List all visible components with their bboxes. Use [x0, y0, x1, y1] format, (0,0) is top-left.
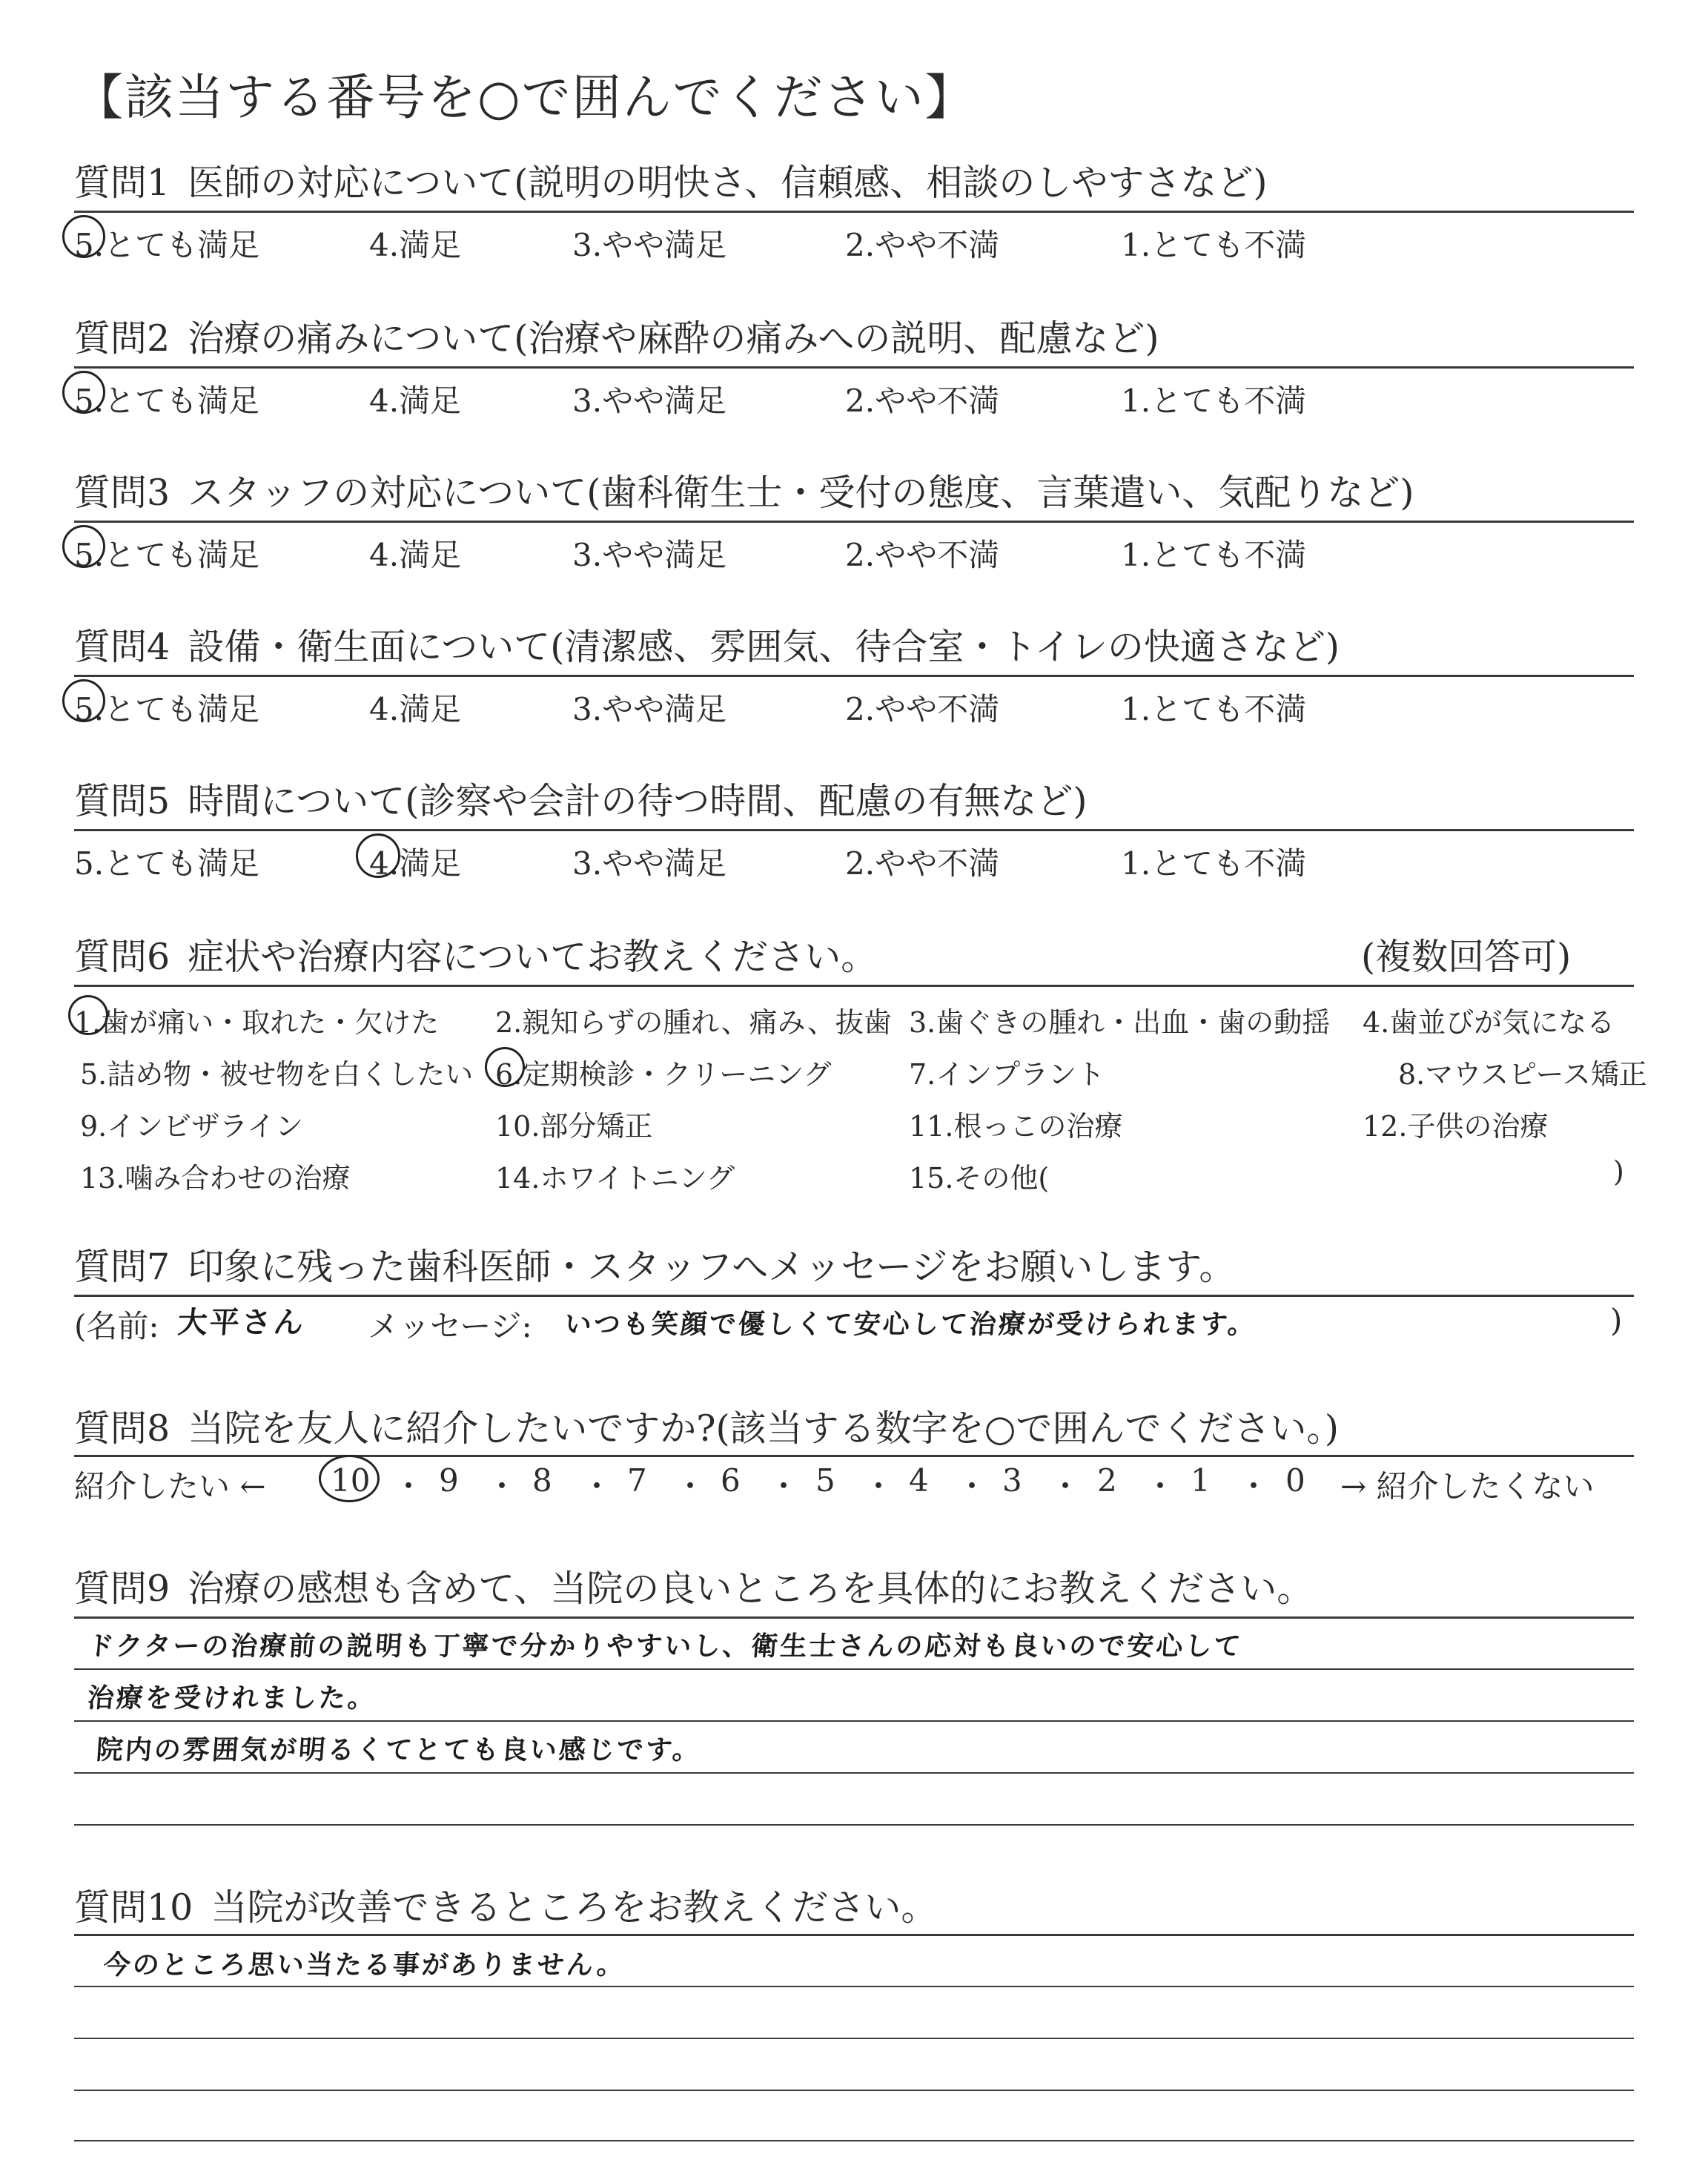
- rating-option-5[interactable]: 5.とても満足: [74, 845, 260, 882]
- question-number: 質問9: [74, 1568, 171, 1610]
- handwritten-message[interactable]: いつも笑顔で優しくて安心して治療が受けられます。: [563, 1309, 1258, 1340]
- question-text: 設備・衛生面について(清潔感、雰囲気、待合室・トイレの快適さなど): [188, 626, 1340, 668]
- question-9: [74, 1560, 1313, 1612]
- rating-option-4[interactable]: 4.満足: [369, 227, 462, 263]
- page-title: 【該当する番号を○で囲んでください】: [74, 69, 976, 126]
- selection-circle: [356, 833, 400, 878]
- question-text: 当院を友人に紹介したいですか?(該当する数字を○で囲んでください。): [188, 1407, 1339, 1450]
- question-number: 質問1: [74, 162, 171, 204]
- divider: [74, 366, 1634, 369]
- recommend-right-label: → 紹介したくない: [1340, 1468, 1595, 1505]
- divider: [74, 1295, 1634, 1297]
- question-6: [74, 928, 877, 980]
- scale-value-1[interactable]: 1: [1191, 1462, 1211, 1499]
- scale-dot: ・: [1238, 1468, 1270, 1505]
- divider: [74, 675, 1634, 677]
- scale-dot: ・: [393, 1468, 425, 1505]
- question-7: [74, 1238, 1235, 1290]
- rating-option-5[interactable]: 5.とても満足: [74, 537, 260, 573]
- question-number: 質問3: [74, 472, 171, 514]
- scale-value-7[interactable]: 7: [627, 1462, 647, 1499]
- rating-option-1[interactable]: 1.とても不満: [1121, 227, 1307, 263]
- question-number: 質問5: [74, 780, 171, 822]
- answer-line: [74, 2090, 1634, 2091]
- rating-option-4[interactable]: 4.満足: [369, 845, 462, 882]
- question-number: 質問4: [74, 626, 171, 668]
- divider: [74, 521, 1634, 523]
- other-close-paren: ): [1613, 1155, 1624, 1188]
- rating-option-1[interactable]: 1.とても不満: [1121, 537, 1307, 573]
- scale-dot: ・: [1145, 1468, 1176, 1505]
- recommend-left-label: 紹介したい ←: [74, 1468, 266, 1505]
- rating-option-3[interactable]: 3.やや満足: [572, 691, 727, 727]
- divider: [74, 211, 1634, 213]
- question-5: [74, 773, 1087, 825]
- question-10: [74, 1879, 937, 1931]
- selection-circle: [62, 679, 105, 722]
- handwritten-answer-line-1[interactable]: 今のところ思い当たる事がありません。: [102, 1950, 627, 1981]
- question-text: 当院が改善できるところをお教えください。: [211, 1886, 938, 1929]
- rating-option-4[interactable]: 4.満足: [369, 383, 462, 419]
- answer-line: [74, 2140, 1634, 2141]
- scale-value-6[interactable]: 6: [721, 1462, 741, 1499]
- rating-option-2[interactable]: 2.やや不満: [845, 227, 1000, 263]
- question-number: 質問2: [74, 317, 171, 360]
- answer-line: [74, 1824, 1634, 1826]
- symptom-option-3[interactable]: 3.歯ぐきの腫れ・出血・歯の動揺: [909, 1006, 1331, 1039]
- rating-option-4[interactable]: 4.満足: [369, 691, 462, 727]
- handwritten-answer-line-3[interactable]: 院内の雰囲気が明るくてとても良い感じです。: [95, 1735, 703, 1766]
- symptom-option-5[interactable]: 5.詰め物・被せ物を白くしたい: [80, 1058, 474, 1091]
- message-label: メッセージ:: [368, 1308, 532, 1344]
- rating-option-2[interactable]: 2.やや不満: [845, 845, 1000, 882]
- rating-option-2[interactable]: 2.やや不満: [845, 691, 1000, 727]
- scale-dot: ・: [581, 1468, 613, 1505]
- symptom-option-13[interactable]: 13.噛み合わせの治療: [80, 1162, 351, 1195]
- scale-value-9[interactable]: 9: [439, 1462, 459, 1499]
- handwritten-answer-line-1[interactable]: ドクターの治療前の説明も丁寧で分かりやすいし、衛生士さんの応対も良いので安心して: [86, 1631, 1244, 1662]
- divider: [74, 1455, 1634, 1457]
- rating-option-1[interactable]: 1.とても不満: [1121, 845, 1307, 882]
- divider: [74, 829, 1634, 831]
- rating-option-3[interactable]: 3.やや満足: [572, 845, 727, 882]
- rating-option-3[interactable]: 3.やや満足: [572, 227, 727, 263]
- scale-value-3[interactable]: 3: [1002, 1462, 1022, 1499]
- rating-option-5[interactable]: 5.とても満足: [74, 227, 260, 263]
- question-text: 治療の感想も含めて、当院の良いところを具体的にお教えください。: [188, 1568, 1314, 1610]
- question-3: [74, 464, 1414, 516]
- answer-line: [74, 1772, 1634, 1774]
- answer-line: [74, 1986, 1634, 1987]
- symptom-option-6[interactable]: 6.定期検診・クリーニング: [495, 1058, 832, 1091]
- question-text: 時間について(診察や会計の待つ時間、配慮の有無など): [188, 780, 1088, 822]
- symptom-option-11[interactable]: 11.根っこの治療: [909, 1110, 1123, 1143]
- question-number: 質問6: [74, 936, 171, 978]
- question-number: 質問7: [74, 1246, 171, 1288]
- scale-value-0[interactable]: 0: [1285, 1462, 1305, 1499]
- question-2: [74, 310, 1159, 362]
- scale-dot: ・: [863, 1468, 895, 1505]
- question-text: 印象に残った歯科医師・スタッフへメッセージをお願いします。: [188, 1246, 1236, 1288]
- rating-option-1[interactable]: 1.とても不満: [1121, 383, 1307, 419]
- selection-circle: [62, 371, 105, 414]
- answer-line: [74, 1720, 1634, 1722]
- symptom-option-8[interactable]: 8.マウスピース矯正: [1398, 1058, 1647, 1091]
- selection-circle: [68, 995, 108, 1035]
- rating-option-4[interactable]: 4.満足: [369, 537, 462, 573]
- message-close-paren: ): [1610, 1302, 1623, 1338]
- rating-option-2[interactable]: 2.やや不満: [845, 537, 1000, 573]
- scale-dot: ・: [768, 1468, 800, 1505]
- scale-value-2[interactable]: 2: [1097, 1462, 1117, 1499]
- rating-option-1[interactable]: 1.とても不満: [1121, 691, 1307, 727]
- symptom-option-15[interactable]: 15.その他(: [909, 1162, 1050, 1195]
- symptom-option-1[interactable]: 1.歯が痛い・取れた・欠けた: [74, 1006, 440, 1039]
- symptom-option-9[interactable]: 9.インビザライン: [80, 1110, 304, 1143]
- divider: [74, 985, 1634, 987]
- rating-option-2[interactable]: 2.やや不満: [845, 383, 1000, 419]
- selection-circle: [485, 1047, 525, 1087]
- answer-line: [74, 1668, 1634, 1670]
- selection-circle: [62, 525, 105, 568]
- rating-option-5[interactable]: 5.とても満足: [74, 383, 260, 419]
- question-text: スタッフの対応について(歯科衛生士・受付の態度、言葉遣い、気配りなど): [188, 472, 1414, 514]
- name-label: (名前:: [74, 1308, 159, 1344]
- handwritten-answer-line-2[interactable]: 治療を受けれました。: [86, 1683, 378, 1714]
- selection-circle: [319, 1455, 380, 1502]
- scale-value-5[interactable]: 5: [815, 1462, 835, 1499]
- symptom-option-2[interactable]: 2.親知らずの腫れ、痛み、抜歯: [495, 1006, 892, 1039]
- symptom-option-10[interactable]: 10.部分矯正: [495, 1110, 653, 1143]
- question-4: [74, 618, 1340, 670]
- symptom-option-4[interactable]: 4.歯並びが気になる: [1363, 1006, 1615, 1039]
- divider: [74, 1616, 1634, 1619]
- symptom-option-12[interactable]: 12.子供の治療: [1363, 1110, 1549, 1143]
- answer-line: [74, 2038, 1634, 2039]
- question-1: [74, 154, 1267, 206]
- question-number: 質問8: [74, 1407, 171, 1450]
- rating-option-5[interactable]: 5.とても満足: [74, 691, 260, 727]
- scale-dot: ・: [675, 1468, 706, 1505]
- multiple-answer-note: (複数回答可): [1361, 936, 1572, 978]
- rating-option-3[interactable]: 3.やや満足: [572, 383, 727, 419]
- scale-value-4[interactable]: 4: [909, 1462, 929, 1499]
- divider: [74, 1934, 1634, 1936]
- scale-value-10[interactable]: 10: [331, 1462, 371, 1499]
- question-text: 医師の対応について(説明の明快さ、信頼感、相談のしやすさなど): [188, 162, 1268, 204]
- question-8: [74, 1400, 1339, 1452]
- question-text: 治療の痛みについて(治療や麻酔の痛みへの説明、配慮など): [188, 317, 1159, 360]
- rating-option-3[interactable]: 3.やや満足: [572, 537, 727, 573]
- symptom-option-7[interactable]: 7.インプラント: [909, 1058, 1105, 1091]
- scale-dot: ・: [956, 1468, 988, 1505]
- scale-dot: ・: [486, 1468, 518, 1505]
- question-number: 質問10: [74, 1886, 193, 1929]
- selection-circle: [62, 215, 105, 258]
- question-text: 症状や治療内容についてお教えください。: [188, 936, 878, 978]
- scale-value-8[interactable]: 8: [532, 1462, 552, 1499]
- symptom-option-14[interactable]: 14.ホワイトニング: [495, 1162, 735, 1195]
- scale-dot: ・: [1050, 1468, 1082, 1505]
- handwritten-name[interactable]: 大平さん: [176, 1306, 307, 1340]
